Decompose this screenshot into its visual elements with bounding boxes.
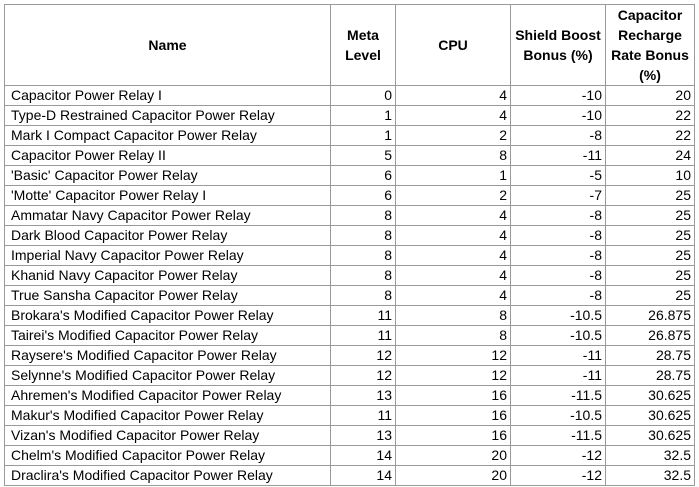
cell-shield-boost-bonus: -12	[511, 446, 606, 466]
cell-meta-level: 13	[331, 426, 396, 446]
table-row	[5, 246, 695, 266]
table-row	[5, 226, 695, 246]
cell-capacitor-recharge-bonus: 25	[606, 186, 695, 206]
cell-cpu: 20	[396, 466, 511, 486]
cell-cpu: 16	[396, 386, 511, 406]
cell-shield-boost-bonus: -12	[511, 466, 606, 486]
cell-name: Brokara's Modified Capacitor Power Relay	[5, 306, 331, 326]
cell-capacitor-recharge-bonus: 25	[606, 226, 695, 246]
cell-capacitor-recharge-bonus: 10	[606, 166, 695, 186]
cell-capacitor-recharge-bonus: 30.625	[606, 386, 695, 406]
cell-meta-level: 12	[331, 346, 396, 366]
cell-meta-level: 11	[331, 406, 396, 426]
cell-shield-boost-bonus: -10.5	[511, 326, 606, 346]
cell-name: Type-D Restrained Capacitor Power Relay	[5, 106, 331, 126]
cell-shield-boost-bonus: -10	[511, 86, 606, 106]
table-row	[5, 206, 695, 226]
cell-cpu: 4	[396, 226, 511, 246]
cell-meta-level: 11	[331, 326, 396, 346]
cell-meta-level: 14	[331, 466, 396, 486]
cell-cpu: 8	[396, 326, 511, 346]
cell-shield-boost-bonus: -8	[511, 206, 606, 226]
cell-cpu: 16	[396, 406, 511, 426]
cell-name: Imperial Navy Capacitor Power Relay	[5, 246, 331, 266]
cell-capacitor-recharge-bonus: 24	[606, 146, 695, 166]
cell-cpu: 12	[396, 346, 511, 366]
table-row	[5, 146, 695, 166]
cell-name: Capacitor Power Relay II	[5, 146, 331, 166]
cell-meta-level: 12	[331, 366, 396, 386]
cell-cpu: 2	[396, 126, 511, 146]
cell-name: Dark Blood Capacitor Power Relay	[5, 226, 331, 246]
capacitor-relay-table	[4, 4, 695, 486]
header-capacitor-recharge-bonus: Capacitor Recharge Rate Bonus (%)	[606, 5, 695, 86]
table-row	[5, 426, 695, 446]
cell-name: Selynne's Modified Capacitor Power Relay	[5, 366, 331, 386]
cell-name: Ammatar Navy Capacitor Power Relay	[5, 206, 331, 226]
cell-name: 'Motte' Capacitor Power Relay I	[5, 186, 331, 206]
table-row	[5, 306, 695, 326]
cell-capacitor-recharge-bonus: 22	[606, 126, 695, 146]
table-row	[5, 326, 695, 346]
cell-meta-level: 5	[331, 146, 396, 166]
cell-meta-level: 8	[331, 266, 396, 286]
cell-meta-level: 11	[331, 306, 396, 326]
cell-meta-level: 1	[331, 126, 396, 146]
cell-capacitor-recharge-bonus: 26.875	[606, 306, 695, 326]
cell-meta-level: 14	[331, 446, 396, 466]
cell-name: Tairei's Modified Capacitor Power Relay	[5, 326, 331, 346]
table-row	[5, 186, 695, 206]
cell-meta-level: 0	[331, 86, 396, 106]
cell-shield-boost-bonus: -11	[511, 366, 606, 386]
cell-cpu: 4	[396, 86, 511, 106]
header-shield-boost-bonus: Shield Boost Bonus (%)	[511, 5, 606, 86]
cell-cpu: 1	[396, 166, 511, 186]
cell-shield-boost-bonus: -10.5	[511, 306, 606, 326]
cell-cpu: 20	[396, 446, 511, 466]
cell-cpu: 12	[396, 366, 511, 386]
cell-shield-boost-bonus: -10	[511, 106, 606, 126]
cell-capacitor-recharge-bonus: 25	[606, 286, 695, 306]
table-row	[5, 286, 695, 306]
cell-capacitor-recharge-bonus: 26.875	[606, 326, 695, 346]
cell-cpu: 4	[396, 266, 511, 286]
cell-name: Vizan's Modified Capacitor Power Relay	[5, 426, 331, 446]
table-row	[5, 106, 695, 126]
header-name: Name	[5, 5, 331, 86]
cell-capacitor-recharge-bonus: 30.625	[606, 406, 695, 426]
cell-meta-level: 1	[331, 106, 396, 126]
header-row	[5, 5, 695, 86]
cell-name: Ahremen's Modified Capacitor Power Relay	[5, 386, 331, 406]
table-row	[5, 386, 695, 406]
cell-meta-level: 6	[331, 186, 396, 206]
cell-cpu: 4	[396, 206, 511, 226]
cell-shield-boost-bonus: -10.5	[511, 406, 606, 426]
cell-shield-boost-bonus: -11	[511, 346, 606, 366]
cell-meta-level: 8	[331, 226, 396, 246]
cell-meta-level: 8	[331, 246, 396, 266]
table-row	[5, 346, 695, 366]
table-row	[5, 366, 695, 386]
cell-capacitor-recharge-bonus: 25	[606, 266, 695, 286]
cell-shield-boost-bonus: -5	[511, 166, 606, 186]
cell-name: Makur's Modified Capacitor Power Relay	[5, 406, 331, 426]
cell-name: Khanid Navy Capacitor Power Relay	[5, 266, 331, 286]
cell-cpu: 4	[396, 246, 511, 266]
cell-name: Raysere's Modified Capacitor Power Relay	[5, 346, 331, 366]
cell-cpu: 8	[396, 306, 511, 326]
cell-cpu: 4	[396, 106, 511, 126]
cell-capacitor-recharge-bonus: 22	[606, 106, 695, 126]
cell-capacitor-recharge-bonus: 28.75	[606, 346, 695, 366]
table-row	[5, 466, 695, 486]
cell-name: Mark I Compact Capacitor Power Relay	[5, 126, 331, 146]
cell-name: Chelm's Modified Capacitor Power Relay	[5, 446, 331, 466]
table-body	[5, 86, 695, 486]
cell-shield-boost-bonus: -8	[511, 226, 606, 246]
cell-capacitor-recharge-bonus: 25	[606, 246, 695, 266]
table-row	[5, 126, 695, 146]
cell-shield-boost-bonus: -8	[511, 266, 606, 286]
header-meta-level: Meta Level	[331, 5, 396, 86]
cell-name: True Sansha Capacitor Power Relay	[5, 286, 331, 306]
cell-cpu: 16	[396, 426, 511, 446]
cell-name: 'Basic' Capacitor Power Relay	[5, 166, 331, 186]
cell-shield-boost-bonus: -8	[511, 286, 606, 306]
cell-name: Capacitor Power Relay I	[5, 86, 331, 106]
cell-cpu: 2	[396, 186, 511, 206]
cell-cpu: 4	[396, 286, 511, 306]
cell-shield-boost-bonus: -8	[511, 246, 606, 266]
cell-capacitor-recharge-bonus: 32.5	[606, 446, 695, 466]
cell-meta-level: 6	[331, 166, 396, 186]
cell-capacitor-recharge-bonus: 20	[606, 86, 695, 106]
header-cpu: CPU	[396, 5, 511, 86]
table-row	[5, 166, 695, 186]
table-row	[5, 446, 695, 466]
cell-capacitor-recharge-bonus: 28.75	[606, 366, 695, 386]
cell-name: Draclira's Modified Capacitor Power Relay	[5, 466, 331, 486]
cell-capacitor-recharge-bonus: 30.625	[606, 426, 695, 446]
cell-capacitor-recharge-bonus: 32.5	[606, 466, 695, 486]
cell-cpu: 8	[396, 146, 511, 166]
cell-meta-level: 8	[331, 286, 396, 306]
table-row	[5, 86, 695, 106]
cell-shield-boost-bonus: -8	[511, 126, 606, 146]
cell-shield-boost-bonus: -7	[511, 186, 606, 206]
cell-shield-boost-bonus: -11.5	[511, 426, 606, 446]
table-row	[5, 406, 695, 426]
cell-meta-level: 8	[331, 206, 396, 226]
cell-capacitor-recharge-bonus: 25	[606, 206, 695, 226]
cell-meta-level: 13	[331, 386, 396, 406]
table-row	[5, 266, 695, 286]
cell-shield-boost-bonus: -11	[511, 146, 606, 166]
cell-shield-boost-bonus: -11.5	[511, 386, 606, 406]
